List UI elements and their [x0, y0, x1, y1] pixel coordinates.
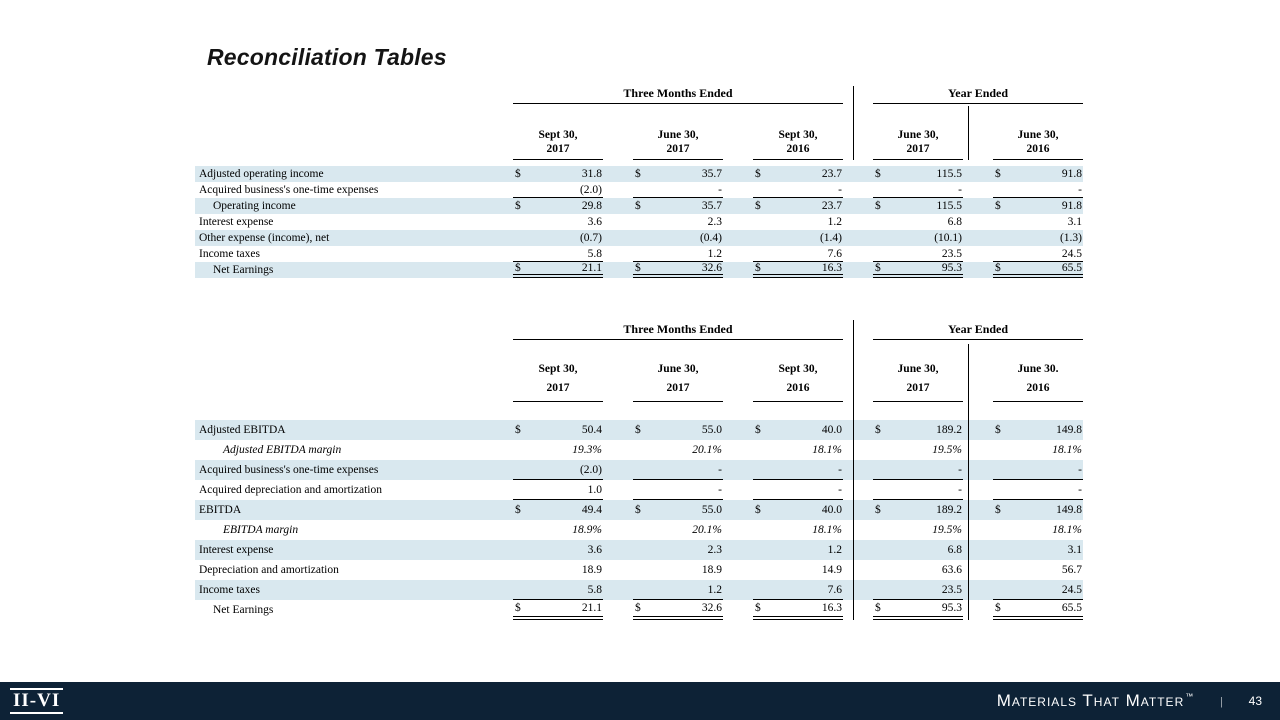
column-header [633, 128, 723, 160]
dollar-sign: $ [515, 168, 521, 180]
table-row [195, 262, 1083, 278]
value-cell [993, 262, 1083, 278]
cell-value: 23.7 [821, 200, 842, 212]
row-label: Acquired depreciation and amortization [199, 484, 382, 496]
column-header-row [195, 104, 1083, 160]
dollar-sign: $ [755, 602, 761, 614]
value-cell [633, 600, 723, 620]
value-cell [993, 182, 1083, 198]
column-header [633, 360, 723, 402]
cell-value: 2.3 [707, 216, 722, 228]
cell-value: 95.3 [941, 262, 962, 274]
value-cell [873, 580, 963, 600]
cell-value: (1.4) [819, 232, 842, 244]
cell-value: 23.5 [941, 583, 962, 596]
header-body-spacer [195, 402, 1083, 420]
group-year-ended [873, 86, 1083, 104]
value-cell [753, 182, 843, 198]
cell-value: 18.1% [1052, 444, 1082, 456]
value-cell [633, 198, 723, 214]
dollar-sign: $ [995, 602, 1001, 614]
cell-value: 32.6 [701, 602, 722, 614]
dollar-sign: $ [875, 262, 881, 274]
value-cell [993, 460, 1083, 480]
value-cell [513, 520, 603, 540]
cell-value: 63.6 [941, 564, 962, 576]
table-row [195, 460, 1083, 480]
value-cell [513, 262, 603, 278]
cell-value: - [718, 483, 722, 496]
row-label: EBITDA margin [223, 524, 299, 536]
cell-value: 91.8 [1061, 168, 1082, 180]
dollar-sign: $ [995, 504, 1001, 516]
cell-value: 3.6 [587, 216, 602, 228]
table-row [195, 480, 1083, 500]
group-three-months-ended [513, 322, 873, 340]
cell-value: 115.5 [936, 200, 962, 212]
dollar-sign: $ [755, 504, 761, 516]
cell-value: - [1078, 463, 1082, 476]
value-cell [873, 420, 963, 440]
group-header-label: Year Ended [873, 86, 1083, 104]
cell-value: 14.9 [821, 564, 842, 576]
cell-value: 18.9% [572, 524, 602, 536]
cell-value: (10.1) [934, 232, 962, 244]
value-cell [993, 214, 1083, 230]
cell-value: - [958, 483, 962, 496]
value-cell [993, 230, 1083, 246]
column-header-line2: 2017 [906, 382, 930, 394]
column-header-line2: 2016 [1026, 382, 1050, 394]
cell-value: 2.3 [707, 544, 722, 556]
row-label: Adjusted EBITDA [199, 424, 286, 436]
dollar-sign: $ [875, 424, 881, 436]
value-cell [513, 230, 603, 246]
value-cell [753, 214, 843, 230]
row-label: Other expense (income), net [199, 232, 330, 244]
year-columns-divider [968, 106, 969, 160]
value-cell [513, 600, 603, 620]
dollar-sign: $ [635, 424, 641, 436]
value-cell [633, 214, 723, 230]
cell-value: (2.0) [579, 183, 602, 196]
cell-value: 65.5 [1061, 602, 1082, 614]
value-cell [873, 540, 963, 560]
cell-value: 16.3 [821, 262, 842, 274]
table-row [195, 540, 1083, 560]
value-cell [993, 580, 1083, 600]
table-row [195, 246, 1083, 262]
value-cell [753, 460, 843, 480]
cell-value: 20.1% [692, 444, 722, 456]
row-label: EBITDA [199, 504, 242, 516]
dollar-sign: $ [635, 168, 641, 180]
value-cell [753, 600, 843, 620]
cell-value: 50.4 [581, 424, 602, 436]
value-cell [753, 440, 843, 460]
dollar-sign: $ [635, 602, 641, 614]
column-header-line2: 2017 [666, 382, 690, 394]
value-cell [873, 560, 963, 580]
value-cell [753, 246, 843, 262]
cell-value: 23.7 [821, 168, 842, 180]
company-logo [10, 688, 63, 714]
section-divider [853, 320, 854, 620]
cell-value: 18.9 [701, 564, 722, 576]
column-header-row [195, 340, 1083, 402]
value-cell [873, 198, 963, 214]
cell-value: 91.8 [1061, 200, 1082, 212]
value-cell [753, 560, 843, 580]
dollar-sign: $ [515, 424, 521, 436]
value-cell [633, 480, 723, 500]
group-header-row [195, 86, 1083, 104]
row-label: Acquired business's one-time expenses [199, 184, 379, 196]
table-row [195, 182, 1083, 198]
dollar-sign: $ [755, 168, 761, 180]
group-three-months-ended [513, 86, 873, 104]
cell-value: 19.5% [932, 524, 962, 536]
cell-value: 149.8 [1056, 504, 1082, 516]
cell-value: (0.7) [579, 232, 602, 244]
value-cell [993, 600, 1083, 620]
cell-value: 40.0 [821, 504, 842, 516]
column-header-line2: 2016 [1026, 143, 1050, 155]
value-cell [753, 166, 843, 182]
value-cell [873, 600, 963, 620]
cell-value: 20.1% [692, 524, 722, 536]
value-cell [753, 480, 843, 500]
column-header [873, 360, 963, 402]
cell-value: 31.8 [581, 168, 602, 180]
cell-value: 149.8 [1056, 424, 1082, 436]
table-row [195, 560, 1083, 580]
column-header [753, 360, 843, 402]
cell-value: (1.3) [1059, 232, 1082, 244]
row-label: Acquired business's one-time expenses [199, 464, 379, 476]
cell-value: 29.8 [581, 200, 602, 212]
cell-value: 21.1 [581, 602, 602, 614]
value-cell [873, 182, 963, 198]
value-cell [873, 520, 963, 540]
trademark-symbol: ™ [1185, 692, 1195, 702]
value-cell [513, 182, 603, 198]
dollar-sign: $ [875, 504, 881, 516]
cell-value: - [838, 183, 842, 196]
cell-value: 23.5 [941, 247, 962, 260]
column-header [993, 128, 1083, 160]
cell-value: 65.5 [1061, 262, 1082, 274]
value-cell [993, 520, 1083, 540]
cell-value: 1.2 [707, 583, 722, 596]
value-cell [633, 580, 723, 600]
dollar-sign: $ [995, 262, 1001, 274]
cell-value: - [718, 463, 722, 476]
cell-value: 18.9 [581, 564, 602, 576]
footer-bar [0, 682, 1280, 720]
group-header-label: Three Months Ended [513, 86, 843, 104]
table-row [195, 580, 1083, 600]
table-row [195, 420, 1083, 440]
value-cell [513, 480, 603, 500]
value-cell [873, 166, 963, 182]
company-logo-text: II-VI [13, 690, 61, 711]
value-cell [753, 520, 843, 540]
cell-value: 40.0 [821, 424, 842, 436]
value-cell [873, 214, 963, 230]
value-cell [633, 230, 723, 246]
cell-value: - [958, 183, 962, 196]
value-cell [633, 440, 723, 460]
cell-value: 19.5% [932, 444, 962, 456]
dollar-sign: $ [995, 200, 1001, 212]
value-cell [513, 540, 603, 560]
row-label: Depreciation and amortization [199, 564, 339, 576]
column-header-line2: 2017 [546, 382, 570, 394]
cell-value: 115.5 [936, 168, 962, 180]
ebitda-reconciliation-table [195, 320, 1083, 620]
value-cell [873, 440, 963, 460]
table-row [195, 520, 1083, 540]
value-cell [633, 560, 723, 580]
value-cell [873, 480, 963, 500]
cell-value: - [718, 183, 722, 196]
value-cell [753, 198, 843, 214]
page-title: Reconciliation Tables [207, 44, 447, 70]
cell-value: (0.4) [699, 232, 722, 244]
value-cell [513, 420, 603, 440]
cell-value: 3.1 [1067, 216, 1082, 228]
column-header-line2: 2017 [546, 143, 570, 155]
row-label: Income taxes [199, 248, 260, 260]
column-header-line2: 2017 [666, 143, 690, 155]
cell-value: 3.1 [1067, 544, 1082, 556]
value-cell [993, 420, 1083, 440]
value-cell [753, 420, 843, 440]
row-label: Income taxes [199, 584, 260, 596]
dollar-sign: $ [995, 168, 1001, 180]
column-header-line1: June 30, [657, 129, 699, 141]
dollar-sign: $ [515, 262, 521, 274]
dollar-sign: $ [755, 424, 761, 436]
value-cell [753, 540, 843, 560]
group-year-ended [873, 322, 1083, 340]
cell-value: - [1078, 483, 1082, 496]
cell-value: - [838, 483, 842, 496]
value-cell [513, 440, 603, 460]
cell-value: 1.2 [707, 247, 722, 260]
group-header-row [195, 320, 1083, 340]
cell-value: 7.6 [827, 583, 842, 596]
cell-value: 19.3% [572, 444, 602, 456]
value-cell [633, 166, 723, 182]
cell-value: - [1078, 183, 1082, 196]
value-cell [633, 246, 723, 262]
value-cell [873, 460, 963, 480]
cell-value: 1.0 [587, 483, 602, 496]
cell-value: 56.7 [1061, 564, 1082, 576]
cell-value: 5.8 [587, 583, 602, 596]
dollar-sign: $ [515, 504, 521, 516]
cell-value: 21.1 [581, 262, 602, 274]
dollar-sign: $ [875, 200, 881, 212]
value-cell [633, 460, 723, 480]
cell-value: 7.6 [827, 247, 842, 260]
row-label: Operating income [213, 200, 296, 212]
row-label: Interest expense [199, 216, 274, 228]
column-header [513, 128, 603, 160]
column-header [753, 128, 843, 160]
cell-value: 16.3 [821, 602, 842, 614]
cell-value: 189.2 [936, 504, 962, 516]
table-row [195, 198, 1083, 214]
cell-value: 95.3 [941, 602, 962, 614]
table-row [195, 440, 1083, 460]
table-row [195, 230, 1083, 246]
column-header-line2: 2017 [906, 143, 930, 155]
dollar-sign: $ [755, 200, 761, 212]
row-label: Interest expense [199, 544, 274, 556]
column-header [993, 360, 1083, 402]
cell-value: 35.7 [701, 168, 722, 180]
cell-value: 6.8 [947, 216, 962, 228]
table-row [195, 500, 1083, 520]
value-cell [873, 262, 963, 278]
dollar-sign: $ [515, 200, 521, 212]
dollar-sign: $ [635, 262, 641, 274]
value-cell [993, 440, 1083, 460]
column-header-line1: Sept 30, [538, 129, 578, 141]
footer-right [997, 691, 1262, 711]
table-row [195, 166, 1083, 182]
cell-value: 18.1% [812, 444, 842, 456]
group-header-label: Year Ended [873, 322, 1083, 340]
table-row [195, 600, 1083, 620]
column-header [513, 360, 603, 402]
tagline [997, 691, 1195, 711]
value-cell [633, 182, 723, 198]
cell-value: 18.1% [1052, 524, 1082, 536]
cell-value: 55.0 [701, 424, 722, 436]
row-label: Net Earnings [213, 264, 274, 276]
value-cell [753, 580, 843, 600]
dollar-sign: $ [995, 424, 1001, 436]
section-divider [853, 86, 854, 160]
value-cell [873, 500, 963, 520]
column-header-line1: June 30, [1017, 129, 1059, 141]
cell-value: - [838, 463, 842, 476]
value-cell [513, 500, 603, 520]
cell-value: - [958, 463, 962, 476]
dollar-sign: $ [875, 602, 881, 614]
cell-value: 49.4 [581, 504, 602, 516]
page-number: 43 [1248, 694, 1262, 708]
column-header-line2: 2016 [786, 382, 810, 394]
value-cell [873, 230, 963, 246]
value-cell [753, 262, 843, 278]
column-header-line1: June 30, [897, 363, 939, 375]
column-header-line1: June 30. [1017, 363, 1059, 375]
cell-value: 18.1% [812, 524, 842, 536]
value-cell [993, 480, 1083, 500]
value-cell [513, 560, 603, 580]
value-cell [993, 246, 1083, 262]
footer-separator: | [1220, 693, 1223, 708]
value-cell [513, 214, 603, 230]
cell-value: 6.8 [947, 544, 962, 556]
cell-value: 3.6 [587, 544, 602, 556]
value-cell [993, 500, 1083, 520]
value-cell [633, 540, 723, 560]
operating-income-reconciliation-table [195, 86, 1083, 278]
value-cell [513, 166, 603, 182]
dollar-sign: $ [515, 602, 521, 614]
value-cell [993, 560, 1083, 580]
value-cell [513, 460, 603, 480]
value-cell [993, 166, 1083, 182]
value-cell [633, 520, 723, 540]
column-header-line1: Sept 30, [778, 129, 818, 141]
table-row [195, 214, 1083, 230]
cell-value: 1.2 [827, 544, 842, 556]
value-cell [513, 580, 603, 600]
value-cell [873, 246, 963, 262]
dollar-sign: $ [635, 504, 641, 516]
column-header-line2: 2016 [786, 143, 810, 155]
value-cell [633, 420, 723, 440]
column-header-line1: June 30, [657, 363, 699, 375]
cell-value: 5.8 [587, 247, 602, 260]
value-cell [753, 230, 843, 246]
row-label: Net Earnings [213, 604, 274, 616]
column-header-line1: Sept 30, [778, 363, 818, 375]
value-cell [513, 246, 603, 262]
cell-value: 189.2 [936, 424, 962, 436]
cell-value: 24.5 [1061, 247, 1082, 260]
row-label: Adjusted EBITDA margin [223, 444, 342, 456]
group-header-label: Three Months Ended [513, 322, 843, 340]
column-header-line1: June 30, [897, 129, 939, 141]
cell-value: 24.5 [1061, 583, 1082, 596]
column-header-line1: Sept 30, [538, 363, 578, 375]
value-cell [513, 198, 603, 214]
cell-value: 55.0 [701, 504, 722, 516]
dollar-sign: $ [875, 168, 881, 180]
cell-value: (2.0) [579, 463, 602, 476]
cell-value: 32.6 [701, 262, 722, 274]
cell-value: 35.7 [701, 200, 722, 212]
column-header [873, 128, 963, 160]
value-cell [633, 500, 723, 520]
cell-value: 1.2 [827, 216, 842, 228]
value-cell [993, 540, 1083, 560]
year-columns-divider [968, 344, 969, 620]
value-cell [753, 500, 843, 520]
dollar-sign: $ [755, 262, 761, 274]
dollar-sign: $ [635, 200, 641, 212]
tagline-text: Materials That Matter [996, 691, 1185, 710]
row-label: Adjusted operating income [199, 168, 324, 180]
value-cell [993, 198, 1083, 214]
value-cell [633, 262, 723, 278]
